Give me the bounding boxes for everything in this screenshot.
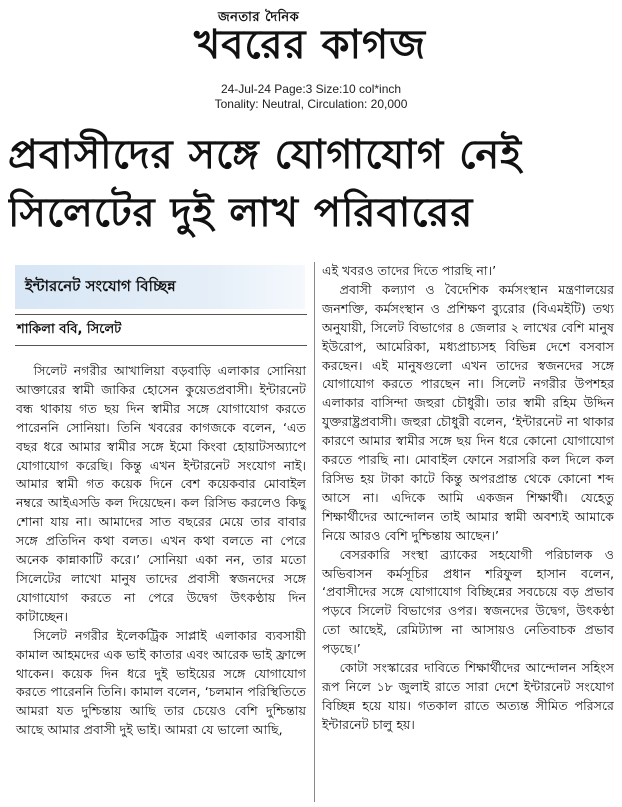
paragraph: সিলেট নগরীর আখালিয়া বড়বাড়ি এলাকার সোনিয়া আক্তারের স্বামী জাকির হোসেন কুয়েতপ্রবাসী। ইন্টারনেট বন্ধ থাকায় গত ছয় দিন স্বামীর সঙ্গে যোগাযোগ করতে পারেননি সোনিয়া। তিনি খবরের কাগজকে বলেন, ‘এত বছর ধরে আমার স্বামীর সঙ্গে ইমো কিংবা হোয়াটসঅ্যাপে যোগাযোগ করেছি। কিন্তু এখন ইন্টারনেট সংযোগ নাই। আমার স্বামী গত কয়েক দিনে বেশ কয়েকবার মোবাইল নম্বরে আইএসডি কল দিয়েছেন। কল রিসিভ করলেও কিছু শোনা যায় না। আমাদের সাত বছরের মেয়ে তার বাবার সঙ্গে প্রতিদিন কথা বলত। এখন কথা বলতে না পেরে অনেক কান্নাকাটি করে।’ সোনিয়া একা নন, তার মতো সিলেটের লাখো মানুষ তাদের প্রবাসী স্বজনদের সঙ্গে যোগাযোগ করতে না পেরে উদ্বেগ উৎকণ্ঠায় দিন কাটাচ্ছেন। <box>16 363 306 624</box>
masthead-title: খবরের কাগজ <box>193 21 427 68</box>
subhead-box <box>15 265 305 309</box>
article-column-right <box>322 262 614 735</box>
paragraph: এই খবরও তাদের দিতে পারছি না।’ <box>322 263 497 278</box>
clipping-meta-date-size: 24-Jul-24 Page:3 Size:10 col*inch <box>220 82 402 96</box>
clipping-meta <box>0 82 622 112</box>
headline-line-2: সিলেটের দুই লাখ পরিবারের <box>8 190 474 236</box>
paragraph: বেসরকারি সংস্থা ব্র্যাকের সহযোগী পরিচালক ও অভিবাসন কর্মসূচির প্রধান শরিফুল হাসান বলেন, ‘প্রবাসীদের সঙ্গে যোগাযোগ বিচ্ছিন্নের সবচেয়ে বড় প্রভাব পড়বে সিলেট বিভাগের ওপর। স্বজনদের উদ্বেগ, উৎকণ্ঠা তো আছেই, রেমিট্যান্স না আসায়ও নেতিবাচক প্রভাব পড়ছে।’ <box>322 546 614 657</box>
headline <box>8 126 614 242</box>
clipping-meta-tonality: Tonality: Neutral, Circulation: 20,000 <box>214 97 408 111</box>
byline-rule-top <box>15 314 307 315</box>
headline-line-1: প্রবাসীদের সঙ্গে যোগাযোগ নেই <box>8 132 523 178</box>
masthead-tagline: জনতার দৈনিক <box>218 10 300 25</box>
paragraph: সিলেট নগরীর ইলেকট্রিক সাপ্লাই এলাকার ব্যবসায়ী কামাল আহমদের এক ভাই কাতার এবং আরেক ভাই ফ্রান্সে থাকেন। কয়েক দিন ধরে দুই ভাইয়ের সঙ্গে যোগাযোগ করতে পারেননি তিনি। কামাল বলেন, ‘চলমান পরিস্থিতিতে আমরা যত দুশ্চিন্তায় আছি তার চেয়েও বেশি দুশ্চিন্তায় আছে আমার প্রবাসী দুই ভাই। আমরা যে ভালো আছি, <box>16 627 306 738</box>
subhead: ইন্টারনেট সংযোগ বিচ্ছিন্ন <box>25 276 176 295</box>
byline-rule-bottom <box>15 345 307 346</box>
paragraph: কোটা সংস্কারের দাবিতে শিক্ষার্থীদের আন্দোলন সহিংস রূপ নিলে ১৮ জুলাই রাতে সারা দেশে ইন্টারনেট সংযোগ বিচ্ছিন্ন হয়ে যায়। গতকাল রাতে অত্যন্ত সীমিত পরিসরে ইন্টারনেট চালু হয়। <box>322 660 614 732</box>
paragraph: প্রবাসী কল্যাণ ও বৈদেশিক কর্মসংস্থান মন্ত্রণালয়ের জনশক্তি, কর্মসংস্থান ও প্রশিক্ষণ ব্যুরোর (বিএমইটি) তথ্য অনুযায়ী, সিলেট বিভাগের ৪ জেলার ২ লাখের বেশি মানুষ ইউরোপ, আমেরিকা, মধ্যপ্রাচ্যসহ বিভিন্ন দেশে বসবাস করছেন। এই মানুষগুলো এখন তাদের স্বজনদের সঙ্গে যোগাযোগ করতে পারছেন না। সিলেট নগরীর উপশহর এলাকার বাসিন্দা জহুরা চৌধুরী। তার স্বামী রহিম উদ্দিন যুক্তরাষ্ট্রপ্রবাসী। জহুরা চৌধুরী বলেন, ‘ইন্টারনেট না থাকার কারণে আমার স্বামীর সঙ্গে ছয় দিন ধরে কোনো যোগাযোগ করতে পারছি না। মোবাইল ফোনে সরাসরি কল দিলে কল রিসিভ হয় টাকা কাটে কিন্তু অপরপ্রান্ত থেকে কোনো শব্দ আসে না। এদিকে আমি একজন শিক্ষার্থী। যেহেতু শিক্ষার্থীদের আন্দোলন তাই আমার স্বামী অবশ্যই আমাকে নিয়ে আরও বেশি দুশ্চিন্তায় আছেন।’ <box>322 281 614 543</box>
article-column-left <box>16 362 306 740</box>
column-divider <box>314 262 315 802</box>
masthead <box>0 2 622 118</box>
byline: শাকিলা ববি, সিলেট <box>17 322 122 337</box>
